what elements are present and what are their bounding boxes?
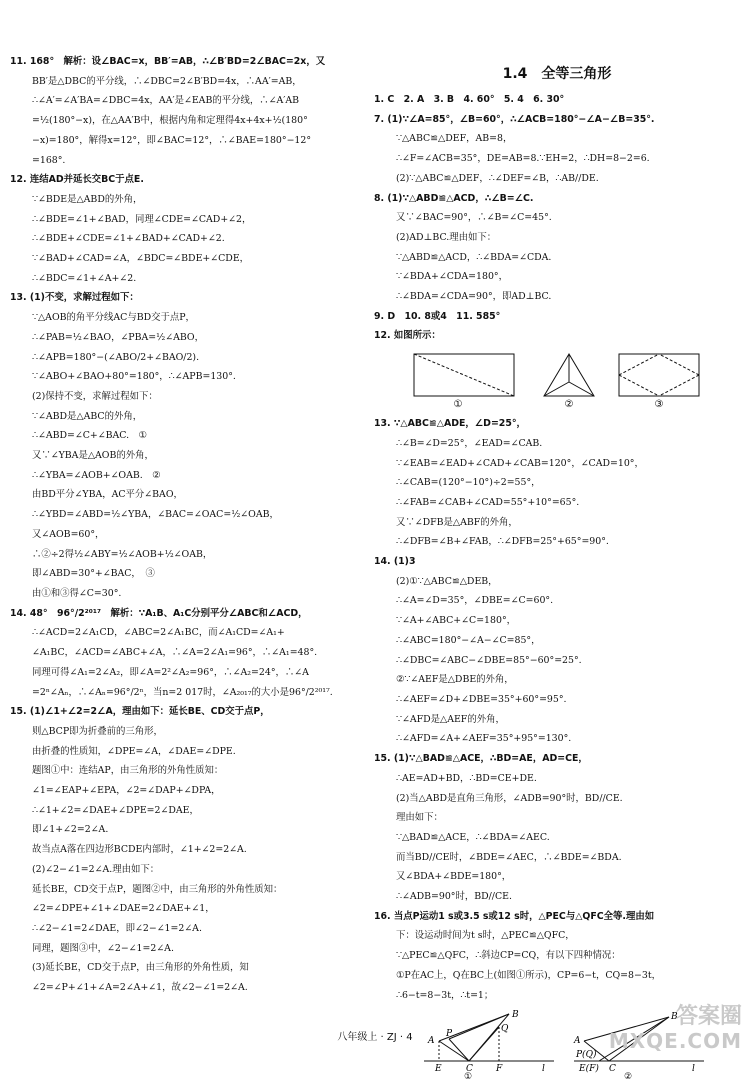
answer-text-line: ∴②÷2得½∠ABY=½∠AOB+½∠OAB，	[32, 548, 213, 560]
answer-number-line: 13. (1)不变，求解过程如下：	[10, 292, 139, 304]
answer-text-line: (2)①∵△ABC≌△DEB，	[396, 575, 498, 587]
answer-text-line: ∴∠BDA=∠CDA=90°，即AD⊥BC.	[396, 291, 552, 303]
answer-text-line: ∵△AOB的角平分线AC与BD交于点P，	[32, 312, 195, 324]
answer-text-line: ∴∠DBC=∠ABC−∠DBE=85°−60°=25°.	[396, 654, 582, 666]
answer-text-line: ②∵∠AEF是△DBE的外角，	[396, 674, 514, 686]
answer-text-line: =2ⁿ∠Aₙ，∴∠Aₙ=96°/2ⁿ，当n=2 017时，∠A₂₀₁₇的大小是96°/2²⁰¹⁷.	[32, 686, 333, 698]
answer-text-line: 又∵∠DFB是△ABF的外角，	[396, 516, 518, 528]
answer-text-line: −x)=180°，解得x=12°，即∠BAC=12°，∴∠BAE=180°−12°	[32, 134, 312, 146]
answer-text-line: ∵∠BAD+∠CAD=∠A，∠BDC=∠BDE+∠CDE，	[32, 253, 250, 265]
answer-text-line: ∵∠BDA+∠CDA=180°，	[396, 271, 508, 283]
fig12-label-3: ③	[654, 399, 664, 409]
answer-text-line: ∵△ABD≌△ACD，∴∠BDA=∠CDA.	[396, 251, 552, 263]
answer-text-line: 由①和③得∠C=30°.	[32, 587, 122, 599]
fig16-2-C: C	[609, 1064, 616, 1075]
fig12-rectangle-3	[619, 354, 699, 396]
answer-text-line: (2)∵△ABC≌△DEF，∴∠DEF=∠B，∴AB//DE.	[396, 172, 599, 184]
answer-number-line: 15. (1)∵△BAD≌△ACE，∴BD=AE，AD=CE，	[374, 753, 588, 765]
fig12-label-2: ②	[564, 399, 574, 409]
answer-text-line: ∴∠ADB=90°时，BD//CE.	[396, 891, 512, 903]
answer-text-line: 理由如下：	[396, 812, 443, 824]
answer-text-line: (3)延长BE，CD交于点P，由三角形的外角性质，知	[32, 962, 249, 974]
answer-text-line: 同理可得∠A₁=2∠A₂，即∠A=2²∠A₂=96°，∴∠A₂=24°，∴∠A	[32, 666, 309, 678]
answer-number-line: 15. (1)∠1+∠2=2∠A，理由如下：延长BE、CD交于点P，	[10, 706, 270, 718]
fig16-2-l: l	[692, 1064, 695, 1075]
answer-text-line: 而当BD//CE时，∠BDE=∠AEC，∴∠BDE=∠BDA.	[396, 851, 622, 863]
watermark-line-2: MXQE.COM	[608, 1029, 742, 1053]
fig12-triangle-2	[544, 354, 594, 396]
answer-text-line: 延长BE，CD交于点P，题图②中，由三角形的外角性质知：	[32, 883, 283, 895]
fig16-2-caption: ②	[624, 1072, 633, 1080]
answer-text-line: 又∵∠YBA是△AOB的外角，	[32, 450, 154, 462]
answer-text-line: ∴∠ABD=∠C+∠BAC. ①	[32, 430, 147, 442]
figure-12	[404, 350, 740, 408]
answer-text-line: ∴∠A=∠D=35°，∠DBE=∠C=60°.	[396, 595, 554, 607]
fig12-rectangle-1	[414, 354, 514, 396]
fig16-1-E: E	[435, 1064, 442, 1075]
answer-text-line: ∴∠APB=180°−(∠ABO/2+∠BAO/2).	[32, 351, 200, 363]
answer-text-line: ∵∠EAB=∠EAD+∠CAD+∠CAB=120°，∠CAD=10°，	[396, 457, 644, 469]
answer-text-line: 又∠AOB=60°，	[32, 528, 105, 540]
answer-text-line: 则△BCP即为折叠前的三角形，	[32, 725, 163, 737]
answer-text-line: ∴∠BDC=∠1+∠A+∠2.	[32, 272, 137, 284]
fig16-2-B: B	[671, 1012, 678, 1023]
answer-text-line: ∠1=∠EAP+∠EPA，∠2=∠DAP+∠DPA，	[32, 785, 221, 797]
answer-text-line: 同理，题图③中，∠2−∠1=2∠A.	[32, 942, 174, 954]
answer-text-line: ∵∠AFD是△AEF的外角，	[396, 713, 505, 725]
answer-text-line: ∵∠BDE是△ABD的外角，	[32, 193, 143, 205]
answer-number-line: 12. 如图所示：	[374, 330, 441, 342]
answer-text-line: 题图①中：连结AP，由三角形的外角性质知：	[32, 765, 224, 777]
answer-text-line: ∴∠BDE=∠1+∠BAD，同理∠CDE=∠CAD+∠2，	[32, 213, 252, 225]
answer-number-line: 12. 连结AD并延长交BC于点E.	[10, 174, 144, 186]
answer-text-line: ∴∠1+∠2=∠DAE+∠DPE=2∠DAE，	[32, 804, 199, 816]
answer-text-line: (2)当△ABD是直角三角形，∠ADB=90°时，BD//CE.	[396, 792, 623, 804]
fig16-1-Q: Q	[501, 1024, 509, 1035]
answer-text-line: 由折叠的性质知，∠DPE=∠A，∠DAE=∠DPE.	[32, 745, 236, 757]
answer-text-line: ∠2=∠P+∠1+∠A=2∠A+∠1，故∠2−∠1=2∠A.	[32, 982, 248, 994]
answer-text-line: 即∠ABD=30°+∠BAC， ③	[32, 568, 155, 580]
answer-number-line: 7. (1)∵∠A=85°，∠B=60°，∴∠ACB=180°−∠A−∠B=35°.	[374, 113, 655, 125]
answer-text-line: =168°.	[32, 154, 66, 166]
answer-number-line: 9. D 10. 8或4 11. 585°	[374, 310, 501, 322]
fig16-1-F: F	[496, 1064, 503, 1075]
answer-text-line: ∴6−t=8−3t，∴t=1；	[396, 989, 494, 1001]
answer-text-line: 又∠BDA+∠BDE=180°，	[396, 871, 512, 883]
answer-text-line: ∠2=∠DPE+∠1+∠DAE=2∠DAE+∠1，	[32, 903, 215, 915]
answer-text-line: ∵△BAD≌△ACE，∴∠BDA=∠AEC.	[396, 831, 550, 843]
answer-text-line: 故当点A落在四边形BCDE内部时，∠1+∠2=2∠A.	[32, 844, 247, 856]
left-column	[10, 52, 365, 998]
answer-text-line: ∴∠ACD=2∠A₁CD，∠ABC=2∠A₁BC，而∠A₁CD=∠A₁+	[32, 627, 285, 639]
fig16-1-caption: ①	[464, 1072, 473, 1080]
answer-number-line: 13. ∵△ABC≌△ADE，∠D=25°，	[374, 418, 526, 430]
figure-12-svg	[404, 350, 704, 408]
answer-text-line: ∴∠A′=∠A′BA=∠DBC=4x，AA′是∠EAB的平分线，∴∠A′AB	[32, 95, 300, 107]
answer-text-line: ∴∠ABC=180°−∠A−∠C=85°，	[396, 634, 541, 646]
answer-text-line: ∴∠F=∠ACB=35°，DE=AB=8.∵EH=2，∴DH=8−2=6.	[396, 153, 650, 165]
answer-text-line: ∵∠ABD是△ABC的外角，	[32, 410, 143, 422]
answer-text-line: 下：设运动时间为t s时，△PEC≌△QFC，	[396, 930, 575, 942]
answer-text-line: 即∠1+∠2=2∠A.	[32, 824, 109, 836]
answer-text-line: ∵△PEC≌△QFC，∴斜边CP=CQ，有以下四种情况：	[396, 950, 621, 962]
answer-text-line: (2)AD⊥BC.理由如下：	[396, 231, 497, 243]
answer-text-line: ∵∠A+∠ABC+∠C=180°，	[396, 615, 517, 627]
right-column	[374, 62, 740, 1079]
answer-number-line: 8. (1)∵△ABD≌△ACD，∴∠B=∠C.	[374, 192, 534, 204]
answer-text-line: ∵△ABC≌△DEF，AB=8，	[396, 133, 513, 145]
answer-text-line: =½(180°−x)，在△AA′B中，根据内角和定理得4x+4x+½(180°	[32, 115, 308, 127]
answer-number-line: 11. 168° 解析：设∠BAC=x，BB′=AB，∴∠B′BD=2∠BAC=2x，又	[10, 56, 326, 67]
watermark-line-1: 答案圈	[675, 1004, 742, 1029]
fig16-1-P: P	[446, 1029, 453, 1040]
answer-text-line: ∴∠CAB=(120°−10°)÷2=55°，	[396, 477, 541, 489]
answer-text-line: (2)保持不变，求解过程如下：	[32, 390, 158, 402]
answer-text-line: ∴∠B=∠D=25°，∠EAD=∠CAB.	[396, 437, 543, 449]
watermark-logo	[609, 1005, 742, 1053]
fig16-2-EF: E(F)	[579, 1064, 599, 1075]
answer-text-line: ∵∠ABO+∠BAO+80°=180°，∴∠APB=130°.	[32, 371, 236, 383]
answer-text-line: ∴∠DFB=∠B+∠FAB，∴∠DFB=25°+65°=90°.	[396, 536, 609, 548]
answer-text-line: ∴∠AEF=∠D+∠DBE=35°+60°=95°.	[396, 693, 567, 705]
answer-text-line: ∴∠FAB=∠CAB+∠CAD=55°+10°=65°.	[396, 496, 580, 508]
fig12-label-1: ①	[453, 399, 463, 409]
answer-number-line: 14. 48° 96°/2²⁰¹⁷ 解析：∵A₁B、A₁C分别平分∠ABC和∠ACD，	[10, 607, 308, 619]
answer-text-line: ∴∠2−∠1=2∠DAE，即∠2−∠1=2∠A.	[32, 922, 202, 934]
page-footer: 八年级上 · ZJ · 4	[337, 1032, 413, 1043]
fig16-diagram-1	[424, 1010, 554, 1079]
answer-text-line: ∴∠YBD=∠ABD=½∠YBA，∠BAC=∠OAC=½∠OAB，	[32, 509, 279, 521]
answer-text-line: 又∵∠BAC=90°，∴∠B=∠C=45°.	[396, 212, 552, 224]
answer-text-line: 由BD平分∠YBA，AC平分∠BAO，	[32, 489, 183, 501]
fig16-2-A: A	[574, 1036, 581, 1047]
fig16-1-l: l	[542, 1064, 545, 1075]
fig16-1-B: B	[512, 1010, 519, 1021]
answers-13-to-16	[374, 414, 740, 1005]
fig16-1-C: C	[466, 1064, 473, 1075]
answer-text-line: (2)∠2−∠1=2∠A.理由如下：	[32, 863, 160, 875]
answer-number-line: 16. 当点P运动1 s或3.5 s或12 s时，△PEC与△QFC全等.理由如	[374, 910, 655, 922]
fig16-2-PQ: P(Q)	[576, 1050, 597, 1061]
answer-text-line: ①P在AC上，Q在BC上(如图①所示)，CP=6−t，CQ=8−3t，	[396, 969, 661, 981]
answer-text-line: ∴∠BDE+∠CDE=∠1+∠BAD+∠CAD+∠2.	[32, 233, 225, 245]
answer-text-line: ∴∠PAB=½∠BAO，∠PBA=½∠ABO，	[32, 331, 204, 343]
answer-text-line: ∴AE=AD+BD，∴BD=CE+DE.	[396, 772, 537, 784]
section-title: 1.4 全等三角形	[502, 66, 612, 82]
answer-text-line: ∴∠AFD=∠A+∠AEF=35°+95°=130°.	[396, 733, 572, 745]
answer-text-line: ∴∠YBA=∠AOB+∠OAB. ②	[32, 469, 161, 481]
answer-text-line: ∠A₁BC，∠ACD=∠ABC+∠A，∴∠A=2∠A₁=96°，∴∠A₁=48°.	[32, 647, 318, 659]
answer-number-line: 1. C 2. A 3. B 4. 60° 5. 4 6. 30°	[374, 94, 565, 105]
answer-text-line: BB′是△DBC的平分线，∴∠DBC=2∠B′BD=4x，∴AA′=AB，	[32, 75, 302, 87]
fig16-1-A: A	[428, 1036, 435, 1047]
answer-number-line: 14. (1)3	[374, 556, 416, 568]
answers-1-to-12	[374, 90, 740, 346]
